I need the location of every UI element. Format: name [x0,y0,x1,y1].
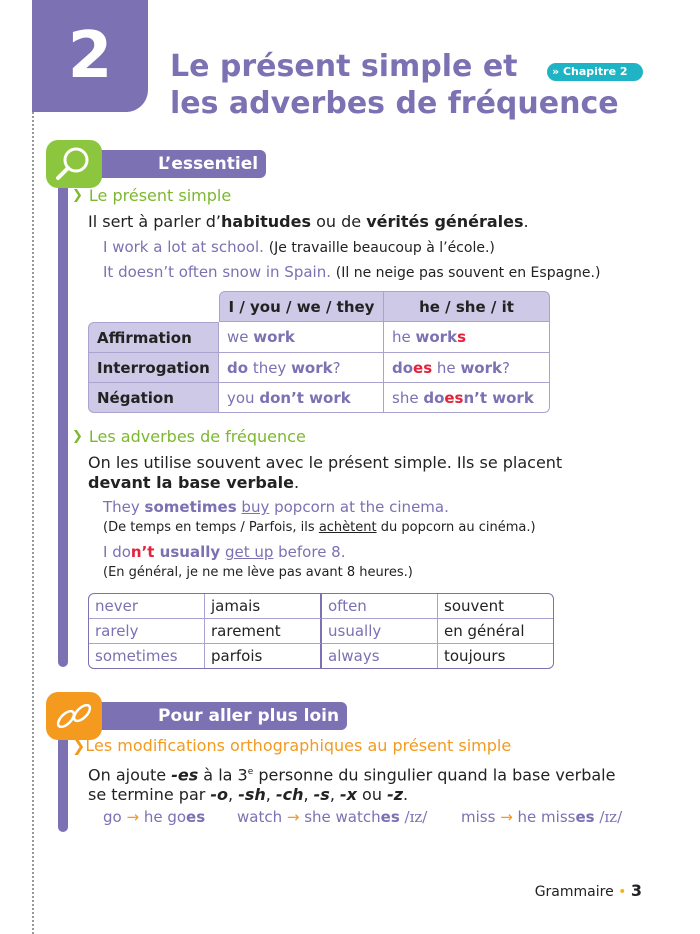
conjugation-table [88,291,550,413]
chapter-link-badge[interactable] [547,63,643,81]
title-line-2: les adverbes de fréquence [170,86,619,121]
section-label-loin: Pour aller plus loin [96,702,347,730]
arrow-right-icon: → [286,808,300,826]
adverbs-example-1: They sometimes buy popcorn at the cinema. [103,498,449,516]
chapter-tag-label: Chapitre 2 [562,65,628,78]
page-number: 3 [630,881,642,900]
table-row: rarely rarement usually en général [89,619,553,644]
col-header-plural: I / you / we / they [219,291,384,322]
spelling-example-miss: miss → he misses /ɪz/ [461,808,623,826]
table-row: Affirmation we work he works [88,322,550,353]
subheading-present-simple: ❯ Le présent simple [72,186,232,205]
section-bar-essentiel [58,172,68,667]
chevron-right-icon: ❯ [72,188,83,203]
spelling-example-go: go → he goes [103,808,206,826]
adverbs-explanation: On les utilise souvent avec le présent simple. Ils se placent devant la base verbale. [88,453,563,492]
section-label-essentiel: L’essentiel [96,150,266,178]
margin-dotted-line [32,0,34,934]
arrow-right-icon: → [500,808,513,826]
double-chevron-icon: » [552,65,560,78]
col-header-singular: he / she / it [384,291,550,322]
page-footer: Grammaire • 3 [534,881,642,900]
table-row: Interrogation do they work? does he work? [88,353,550,383]
adverbs-translation-2: (En général, je ne me lève pas avant 8 heures.) [103,565,413,580]
magnifier-icon [46,140,102,188]
chevron-right-icon: ❯ [72,736,86,755]
spelling-example-watch: watch → she watches /ɪz/ [237,808,428,826]
page-title [170,48,619,122]
table-row: Négation you don’t work she doesn’t work [88,383,550,413]
subheading-adverbes: ❯ Les adverbes de fréquence [72,427,306,446]
arrow-right-icon: → [126,808,140,826]
present-example-1: I work a lot at school. (Je travaille beaucoup à l’école.) [103,238,495,256]
chapter-number-box [32,0,148,112]
adverbs-translation-1: (De temps en temps / Parfois, ils achètent du popcorn au cinéma.) [103,520,536,535]
spelling-rule: On ajoute -es à la 3e personne du singulier quand la base verbale se termine par -o, -sh, -ch, -s, -x ou -z. [88,765,616,805]
chevron-right-icon: ❯ [72,429,83,444]
table-row: never jamais often souvent [89,594,553,619]
chapter-number: 2 [67,19,113,93]
adverbs-example-2: I don’t usually get up before 8. [103,543,346,561]
title-line-1: Le présent simple et [170,49,518,84]
subheading-modifications: ❯ Les modifications orthographiques au présent simple [72,736,512,755]
shoe-prints-icon [46,692,102,740]
frequency-adverbs-table [88,593,554,669]
table-row: sometimes parfois always toujours [89,644,553,668]
present-example-2: It doesn’t often snow in Spain. (Il ne neige pas souvent en Espagne.) [103,263,601,281]
present-intro: Il sert à parler d’habitudes ou de vérités générales. [88,212,529,231]
